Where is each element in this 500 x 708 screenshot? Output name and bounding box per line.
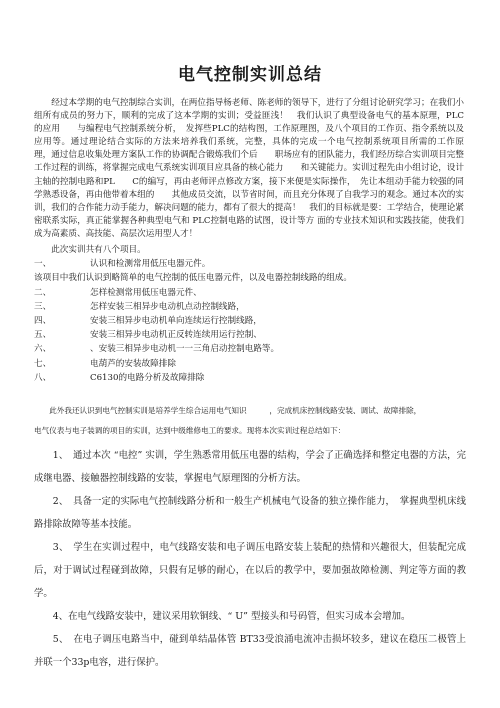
summary-section (34, 404, 466, 674)
summary-point: 2、 具备一定的实际电气控制线路分析和一般生产机械电气设备的独立操作能力， 掌握典型机床线路排除故障等基本技能。 (34, 496, 466, 530)
page-title: 电气控制实训总结 (178, 65, 322, 85)
list-item: 二、 怎样检测常用低压电器元件、 (34, 287, 202, 298)
list-item: 该项目中我们认识到略简单的电气控制的低压电器元件，以及电器控制线路的组成。 (34, 273, 352, 284)
summary-point: 5、 在电子调压电路当中，碰到单结晶体管 BT33受浪涌电流冲击损坏较多，建议在稳压二极管上并联一个33p电容，进行保护。 (34, 634, 466, 668)
summary-point: 1、 通过本次 “电控” 实训，学生熟悉常用低压电器的结构，学会了正确选择和整定电器的方法，完成继电器、接触器控制线路的安装，掌握电气原理图的分析方法。 (34, 450, 466, 484)
list-item: 三、 怎样安装三相异步电动机点动控制线路， (34, 301, 245, 312)
project-list (34, 257, 464, 385)
list-item: 八、 C6130的电路分析及故障排除 (34, 372, 205, 383)
summary-intro-line: 此外我还认识到电气控制实训是培养学生综合运用电气知识 ，完成机床控制线路安装、调试、故障排除， (49, 406, 422, 415)
intro-paragraph: 经过本学期的电气控制综合实训，在两位指导杨老师、陈老师的领导下，进行了分组讨论研究学习；在我们小组所有成员的努力下，顺利的完成了这本学期的实训；受益匪浅！ 我们认识了典型设备电气的基本原理，PLC的应用 与编程电气控制系统分析， 发挥些PLC的结构图，工作原理图，及八个项目的工作页、指令系统以及应用等。通过理论结合实际的方法来培养我们系统，完整，具体的完成一个电气控制系统项目所需的工作原 理，通过信息收集处理方案队工作的协调配合锻炼我们个后 职场应有的团队能力，我们经历综合实训项目完整工作过程的训练，将掌握完成电气系统实训项目应具备的核心能力 和关键能力。实训过程先由小组讨论，设计主轴的控制电路和PL C的编写，再由老师评点修改方案，接下来便是实际操作， 先让本组动手能力较强的同学熟悉设备，再由他带着本组的 其他成员交流，以节省时间，而且充分体现了自我学习的观念。通过本次的实训，我们的合作能力动手能力，解决问题的能力，都有了很大的提高！ 我们的目标就是要：工学结合，使理论紧密联系实际，真正能掌握各种典型电气和 PLC控制电路的试图，设计等方 面的专业技术知识和实践技能，使我们成为高素质、高技能、高层次运用型人才！ (34, 98, 482, 239)
summary-intro-line: 电气仪表与电子装调的项目的实训，达到中级维修电工的要求。现将本次实训过程总结如下： (34, 426, 346, 435)
project-count-line: 此次实训共有八个项目。 (51, 245, 146, 256)
list-item: 六、 、安装三相异步电动机一一三角启动控制电路等。 (34, 344, 280, 355)
body-section (34, 97, 482, 385)
list-item: 一、 认识和检测常用低压电器元件。 (34, 259, 211, 270)
list-item: 七、 电葫芦的安装故障排除 (34, 358, 176, 369)
list-item: 五、 安装三相异步电动机正反转连续用运行控制、 (34, 330, 262, 341)
summary-point: 4、在电气线路安装中，建议采用软铜线、“ U” 型接头和号码管，但实习成本会增加。 (52, 611, 411, 622)
summary-point: 3、 学生在实训过程中，电气线路安装和电子调压电路安装上装配的热情和兴趣很大，但装配完成后，对于调试过程碰到故障，只假有足够的耐心，在以后的教学中，要加强故障检测、判定等方面的教学。 (34, 542, 466, 599)
list-item: 四、 安装三相异步电动机单向连续运行控制线路， (34, 315, 262, 326)
